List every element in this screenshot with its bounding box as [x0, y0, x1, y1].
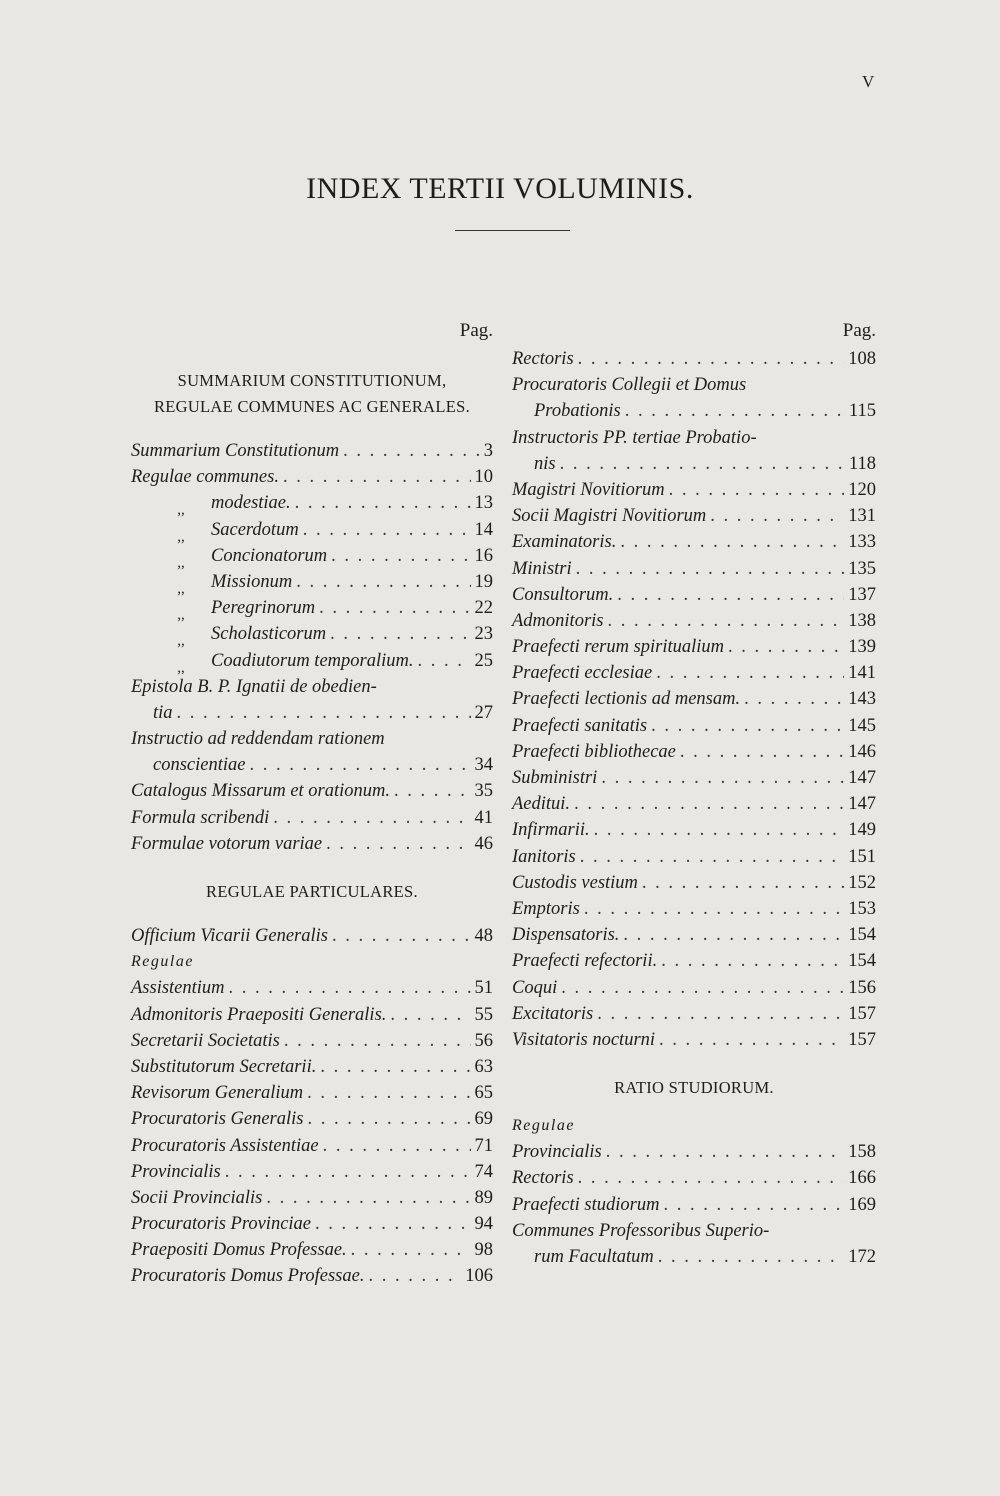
index-entry	[131, 1080, 493, 1106]
dot-leader	[326, 831, 470, 857]
index-entry	[512, 1165, 876, 1191]
dot-leader	[576, 556, 845, 582]
index-entry	[512, 556, 876, 582]
index-entry	[131, 1054, 493, 1080]
ditto-mark: ,,	[177, 502, 185, 519]
dot-leader	[225, 1159, 471, 1185]
index-entry	[131, 778, 493, 804]
entry-page: 16	[474, 545, 493, 566]
section-heading	[131, 879, 493, 905]
index-entry-instructoris: Instructoris PP. tertiae Probatio-	[512, 427, 757, 448]
entry-page: 145	[848, 715, 876, 736]
entry-page: 46	[474, 833, 493, 854]
dot-leader	[315, 1211, 470, 1237]
index-entry	[512, 765, 876, 791]
entry-page: 71	[474, 1135, 493, 1156]
entry-page: 156	[848, 977, 876, 998]
entry-title: rum Facultatum	[534, 1247, 654, 1267]
entry-title: Infirmarii.	[512, 820, 590, 841]
entry-page: 55	[474, 1004, 493, 1025]
entry-page: 154	[848, 951, 876, 972]
dot-leader	[620, 529, 844, 555]
dot-leader	[560, 451, 845, 477]
entry-page: 133	[848, 532, 876, 553]
entry-page: 146	[848, 741, 876, 762]
entry-page: 98	[474, 1240, 493, 1261]
index-entry-instructio: Instructio ad reddendam rationem	[131, 729, 385, 750]
index-entry	[512, 529, 876, 555]
index-entry	[512, 634, 876, 660]
index-entry	[131, 1002, 493, 1028]
dot-leader	[656, 660, 844, 686]
dot-leader	[642, 870, 844, 896]
entry-page: 151	[848, 846, 876, 867]
index-entry	[131, 831, 493, 857]
dot-leader	[561, 975, 844, 1001]
entry-title: Catalogus Missarum et orationum.	[131, 781, 391, 802]
entry-page: 35	[474, 781, 493, 802]
dot-leader	[319, 595, 470, 621]
dot-leader	[417, 648, 470, 674]
entry-title: Socii Provincialis	[131, 1187, 263, 1208]
entry-title: Procuratoris Generalis	[131, 1109, 304, 1130]
entry-title: Substitutorum Secretarii.	[131, 1056, 317, 1077]
entry-title: Emptoris	[512, 898, 580, 919]
entry-title: Officium Vicarii Generalis	[131, 926, 328, 946]
index-entry-communes-cont	[512, 1244, 876, 1270]
dot-leader	[607, 608, 844, 634]
heading-line: RATIO STUDIORUM.	[614, 1078, 774, 1098]
dot-leader	[323, 1133, 471, 1159]
dot-leader	[728, 634, 844, 660]
dot-leader	[284, 1028, 471, 1054]
entry-page: 147	[848, 768, 876, 788]
section-heading	[131, 368, 493, 420]
dot-leader	[680, 739, 844, 765]
entry-page: 65	[474, 1083, 493, 1104]
entry-title: conscientiae	[153, 755, 246, 776]
section-heading	[512, 1075, 876, 1101]
entry-title: Ministri	[512, 558, 572, 579]
entry-page: 158	[848, 1142, 876, 1163]
index-entry	[131, 1106, 493, 1132]
index-entry	[131, 1159, 493, 1185]
dot-leader	[266, 1185, 470, 1211]
entry-title: Admonitoris	[512, 610, 604, 631]
entry-title: Secretarii Societatis	[131, 1030, 280, 1051]
right-column	[512, 316, 876, 1270]
entry-title: Regulae communes.	[131, 467, 279, 488]
entry-page: 115	[848, 401, 876, 422]
index-entry-epistola: Epistola B. P. Ignatii de obedien-	[131, 676, 377, 697]
dot-leader	[296, 569, 470, 595]
entry-title: Procuratoris Domus Professae.	[131, 1266, 365, 1287]
dot-leader	[273, 805, 470, 831]
entry-page: 25	[474, 650, 493, 671]
entry-title: tia	[153, 702, 173, 723]
entry-title: Praefecti refectorii.	[512, 951, 658, 972]
index-entry	[512, 686, 876, 712]
ditto-mark: ,,	[177, 528, 185, 545]
entry-title: Custodis vestium	[512, 872, 638, 893]
index-entry	[512, 948, 876, 974]
heading-line: REGULAE COMMUNES AC GENERALES.	[153, 397, 471, 416]
title-rule	[455, 230, 570, 231]
entry-title: Magistri Novitiorum	[512, 479, 665, 500]
dot-leader	[320, 1054, 470, 1080]
dot-leader	[578, 1165, 845, 1191]
entry-page: 143	[848, 689, 876, 710]
ditto-mark: ,,	[177, 633, 185, 650]
entry-page: 141	[848, 663, 876, 684]
entry-title: Praefecti studiorum	[512, 1194, 660, 1215]
entry-page: 23	[474, 624, 493, 645]
entry-title: Socii Magistri Novitiorum	[512, 506, 707, 527]
entry-page: 56	[474, 1030, 493, 1051]
dot-leader	[295, 490, 471, 516]
entry-page: 94	[474, 1214, 493, 1235]
entry-title: Rectoris	[512, 1168, 574, 1189]
index-entry	[131, 1263, 493, 1289]
index-entry	[131, 1185, 493, 1211]
index-entry	[512, 608, 876, 634]
index-entry	[512, 791, 876, 817]
entry-page: 157	[848, 1003, 876, 1024]
entry-title: Procuratoris Provinciae	[131, 1214, 312, 1235]
entry-title: modestiae.	[211, 493, 291, 514]
index-entry	[512, 477, 876, 503]
entry-title: Formulae votorum variae	[131, 833, 323, 854]
dot-leader	[617, 582, 844, 608]
entry-page: 138	[848, 610, 876, 631]
dot-leader	[658, 1244, 845, 1270]
entry-page: 172	[848, 1247, 876, 1267]
dot-leader	[669, 477, 845, 503]
entry-title: Praefecti ecclesiae	[512, 663, 653, 684]
dot-leader	[332, 923, 471, 949]
entry-title: Probationis	[534, 401, 621, 422]
index-entry	[512, 713, 876, 739]
entry-title: Examinatoris.	[512, 532, 617, 553]
dot-leader	[597, 1001, 844, 1027]
index-entry	[131, 1237, 493, 1263]
entry-page: 74	[474, 1161, 493, 1182]
dot-leader	[303, 517, 471, 543]
dot-leader	[580, 844, 845, 870]
dot-leader	[249, 752, 470, 778]
dot-leader	[601, 765, 844, 791]
dot-leader	[283, 464, 471, 490]
entry-title: Formula scribendi	[131, 807, 270, 828]
index-entry-procuratoris: Procuratoris Collegii et Domus	[512, 375, 747, 396]
index-entry	[512, 503, 876, 529]
dot-leader	[744, 686, 844, 712]
index-entry-communes: Communes Professoribus Superio-	[512, 1220, 770, 1241]
heading-line: SUMMARIUM CONSTITUTIONUM,	[177, 371, 447, 390]
entry-title: Ianitoris	[512, 846, 576, 867]
dot-leader	[710, 503, 844, 529]
entry-title: Consultorum.	[512, 584, 614, 605]
entry-page: 152	[848, 872, 876, 893]
ditto-mark: ,,	[177, 554, 185, 571]
dot-leader	[659, 1027, 844, 1053]
index-entry	[512, 1001, 876, 1027]
entry-page: 51	[474, 978, 493, 999]
entry-page: 149	[848, 820, 876, 841]
index-entry-epistola-cont	[131, 700, 493, 726]
dot-leader	[584, 896, 844, 922]
entry-title: Provincialis	[131, 1161, 221, 1182]
ditto-mark: ,,	[177, 659, 185, 676]
index-entry	[131, 1028, 493, 1054]
dot-leader	[351, 1237, 471, 1263]
dot-leader	[331, 543, 470, 569]
entry-title: Subministri	[512, 768, 598, 788]
left-column	[131, 316, 493, 1290]
entry-page: 48	[474, 926, 493, 946]
dot-leader	[578, 346, 845, 372]
index-entry	[512, 1192, 876, 1218]
index-entry	[131, 490, 493, 519]
index-entry-instructio-cont	[131, 752, 493, 778]
dot-leader	[390, 1002, 470, 1028]
dot-leader	[177, 700, 471, 726]
entry-title: Procuratoris Assistentiae	[131, 1135, 319, 1156]
entry-page: 169	[848, 1194, 876, 1215]
entry-page: 118	[848, 453, 876, 474]
entry-page: 157	[848, 1029, 876, 1050]
entry-page: 10	[474, 467, 493, 488]
entry-page: 147	[848, 794, 876, 815]
entry-title: Praefecti lectionis ad mensam.	[512, 689, 741, 710]
index-entry	[512, 1139, 876, 1165]
dot-leader	[663, 1192, 844, 1218]
entry-title: nis	[534, 453, 556, 474]
entry-title: Concionatorum	[211, 545, 328, 566]
entry-page: 89	[474, 1187, 493, 1208]
index-entry	[512, 1027, 876, 1053]
entry-page: 41	[474, 807, 493, 828]
entry-page: 120	[848, 479, 876, 500]
entry-title: Provincialis	[512, 1142, 602, 1163]
entry-title: Praefecti bibliothecae	[512, 741, 676, 762]
index-entry-procuratoris-cont	[512, 398, 876, 424]
index-entry	[512, 896, 876, 922]
entry-title: Sacerdotum	[211, 519, 299, 540]
ditto-mark: ,,	[177, 607, 185, 624]
entry-title: Peregrinorum	[211, 598, 316, 619]
dot-leader	[307, 1080, 470, 1106]
entry-page: 166	[848, 1168, 876, 1189]
entry-title: Summarium Constitutionum	[131, 441, 340, 461]
index-entry	[512, 582, 876, 608]
entry-page: 153	[848, 898, 876, 919]
entry-title: Praepositi Domus Professae.	[131, 1240, 347, 1261]
dot-leader	[368, 1263, 461, 1289]
dot-leader	[394, 778, 470, 804]
pag-label: Pag.	[459, 320, 493, 341]
entry-title: Aeditui.	[512, 794, 571, 815]
index-entry-officium	[131, 923, 493, 949]
index-entry	[131, 438, 493, 464]
dot-leader	[661, 948, 844, 974]
dot-leader	[574, 791, 844, 817]
entry-title: Coqui	[512, 977, 558, 998]
entry-page: 139	[848, 637, 876, 658]
entry-page: 14	[474, 519, 493, 540]
entry-page: 19	[474, 571, 493, 592]
dot-leader	[308, 1106, 471, 1132]
entry-title: Admonitoris Praepositi Generalis.	[131, 1004, 387, 1025]
dot-leader	[625, 398, 845, 424]
entry-page: 135	[848, 558, 876, 579]
index-entry	[512, 660, 876, 686]
entry-page: 22	[474, 598, 493, 619]
dot-leader	[606, 1139, 845, 1165]
entry-page: 106	[465, 1266, 493, 1287]
index-entry	[512, 844, 876, 870]
entry-title: Dispensatoris.	[512, 925, 620, 946]
entry-title: Assistentium	[131, 978, 225, 999]
index-entry	[512, 739, 876, 765]
index-entry	[131, 805, 493, 831]
entry-page: 131	[848, 506, 876, 527]
entry-title: Missionum	[211, 571, 293, 592]
entry-title: Praefecti rerum spiritualium	[512, 637, 725, 658]
index-entry	[512, 922, 876, 948]
page-title: INDEX TERTII VOLUMINIS.	[306, 172, 694, 205]
index-entry	[131, 1133, 493, 1159]
entry-page: 34	[474, 755, 493, 776]
dot-leader	[330, 621, 470, 647]
regulae-label: Regulae	[512, 1117, 575, 1135]
entry-title: Scholasticorum	[211, 624, 327, 645]
entry-title: Rectoris	[512, 349, 574, 369]
entry-page: 69	[474, 1109, 493, 1130]
dot-leader	[594, 817, 845, 843]
entry-title: Coadiutorum temporalium.	[211, 650, 414, 671]
entry-title: Revisorum Generalium	[131, 1083, 304, 1104]
index-entry	[512, 975, 876, 1001]
entry-page: 108	[848, 349, 876, 369]
entry-title: Excitatoris	[512, 1003, 594, 1024]
entry-page: 3	[483, 441, 493, 461]
index-entry	[131, 1211, 493, 1237]
index-entry-instructoris-cont	[512, 451, 876, 477]
dot-leader	[651, 713, 844, 739]
index-entry	[512, 817, 876, 843]
regulae-label: Regulae	[131, 953, 194, 971]
entry-page: 154	[848, 925, 876, 946]
heading-line: REGULAE PARTICULARES.	[206, 882, 418, 901]
page-number: V	[862, 72, 875, 91]
dot-leader	[343, 438, 480, 464]
dot-leader	[623, 922, 844, 948]
entry-title: Visitatoris nocturni	[512, 1029, 656, 1050]
entry-page: 27	[474, 702, 493, 723]
index-entry	[131, 464, 493, 490]
entry-page: 63	[474, 1056, 493, 1077]
index-entry-rectoris	[512, 346, 876, 372]
entry-page: 13	[474, 493, 493, 514]
pag-label: Pag.	[842, 320, 876, 341]
dot-leader	[229, 975, 471, 1001]
ditto-mark: ,,	[177, 580, 185, 597]
index-entry	[131, 975, 493, 1001]
index-entry	[512, 870, 876, 896]
entry-page: 137	[848, 584, 876, 605]
entry-title: Praefecti sanitatis	[512, 715, 648, 736]
